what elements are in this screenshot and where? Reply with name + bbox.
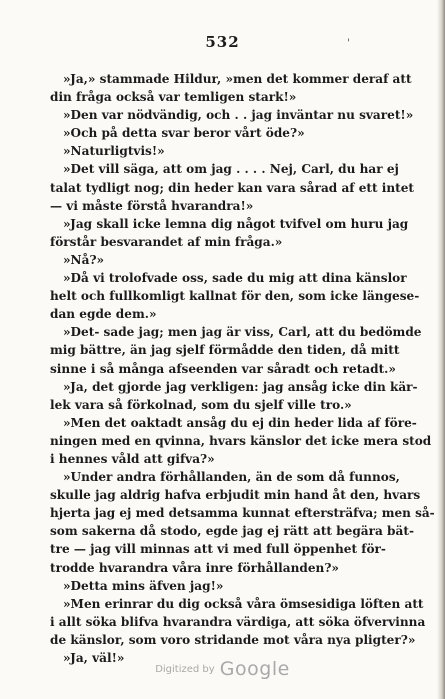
text-line: trodde hvarandra våra inre förhållanden?» [50, 560, 339, 575]
text-line: »Men erinrar du dig också våra ömsesidiga löften att [63, 596, 424, 611]
text-line: »Ja, väl!» [63, 651, 125, 665]
text-line: i allt söka blifva hvarandra värdiga, att söka öfvervinna [50, 614, 426, 629]
text-line: »Ja,» stammade Hildur, »men det kommer deraf att [63, 72, 412, 86]
text-line: de känslor, som voro stridande mot våra nya pligter?» [50, 632, 416, 647]
text-line: skulle jag aldrig hafva erbjudit min hand åt den, hvars [50, 488, 421, 503]
text-line: »Under andra förhållanden, än de som då funnos, [63, 470, 400, 485]
text-line: »Men det oaktadt ansåg du ej din heder lida af före- [63, 415, 417, 430]
text-line: — vi måste förstå hvarandra!» [50, 198, 254, 213]
text-line: i hennes våld att gifva?» [50, 451, 215, 466]
text-line: »Då vi trolofvade oss, sade du mig att dina känslor [63, 271, 407, 286]
text-line: sinne i så många afseenden var såradt och retadt.» [50, 361, 396, 376]
page-number: 532 [205, 33, 240, 51]
text-line: »Detta mins äfven jag!» [63, 578, 224, 593]
text-line: »Det vill säga, att om jag . . . . Nej, Carl, du har ej [63, 162, 399, 177]
page-edge-shadow [437, 0, 445, 699]
text-body [50, 70, 435, 667]
text-line: »Och på detta svar beror vårt öde?» [63, 126, 305, 141]
text-line: dan egde dem.» [50, 307, 157, 322]
text-line: förstår besvarandet af min fråga.» [50, 234, 283, 249]
text-line: hjerta jag ej med detsamma kunnat eftersträfva; men så- [50, 506, 435, 521]
text-line: mig bättre, än jag sjelf förmådde den tiden, då mitt [50, 343, 400, 358]
digitized-by-label: Digitized by [155, 664, 215, 675]
text-line: »Nå?» [63, 252, 105, 267]
text-line: »Jag skall icke lemna dig något tvifvel om huru jag [63, 216, 409, 231]
text-line: lek vara så förkolnad, som du sjelf ville tro.» [50, 397, 352, 412]
text-line: »Det- sade jag; men jag är viss, Carl, att du bedömde [63, 325, 422, 340]
text-line: helt och fullkomligt kallnat för den, som icke längese- [50, 289, 420, 304]
text-line: som sakerna då stodo, egde jag ej rätt att begära bät- [50, 524, 414, 539]
corner-mark: ' [347, 38, 350, 49]
digitization-footer [0, 658, 445, 680]
text-line: talat tydligt nog; din heder kan vara sårad af ett intet [50, 180, 415, 195]
google-wordmark: Google [219, 658, 290, 680]
text-line: din fråga också var temligen stark!» [50, 90, 297, 105]
text-line: »Ja, det gjorde jag verkligen: jag ansåg icke din kär- [63, 379, 418, 394]
text-line: ningen med en qvinna, hvars känslor det icke mera stod [50, 433, 432, 448]
text-line: tre — jag vill minnas att vi med full öppenhet för- [50, 542, 386, 557]
text-line: »Naturligtvis!» [63, 144, 165, 159]
text-line: »Den var nödvändig, och . . jag inväntar nu svaret!» [63, 108, 414, 123]
